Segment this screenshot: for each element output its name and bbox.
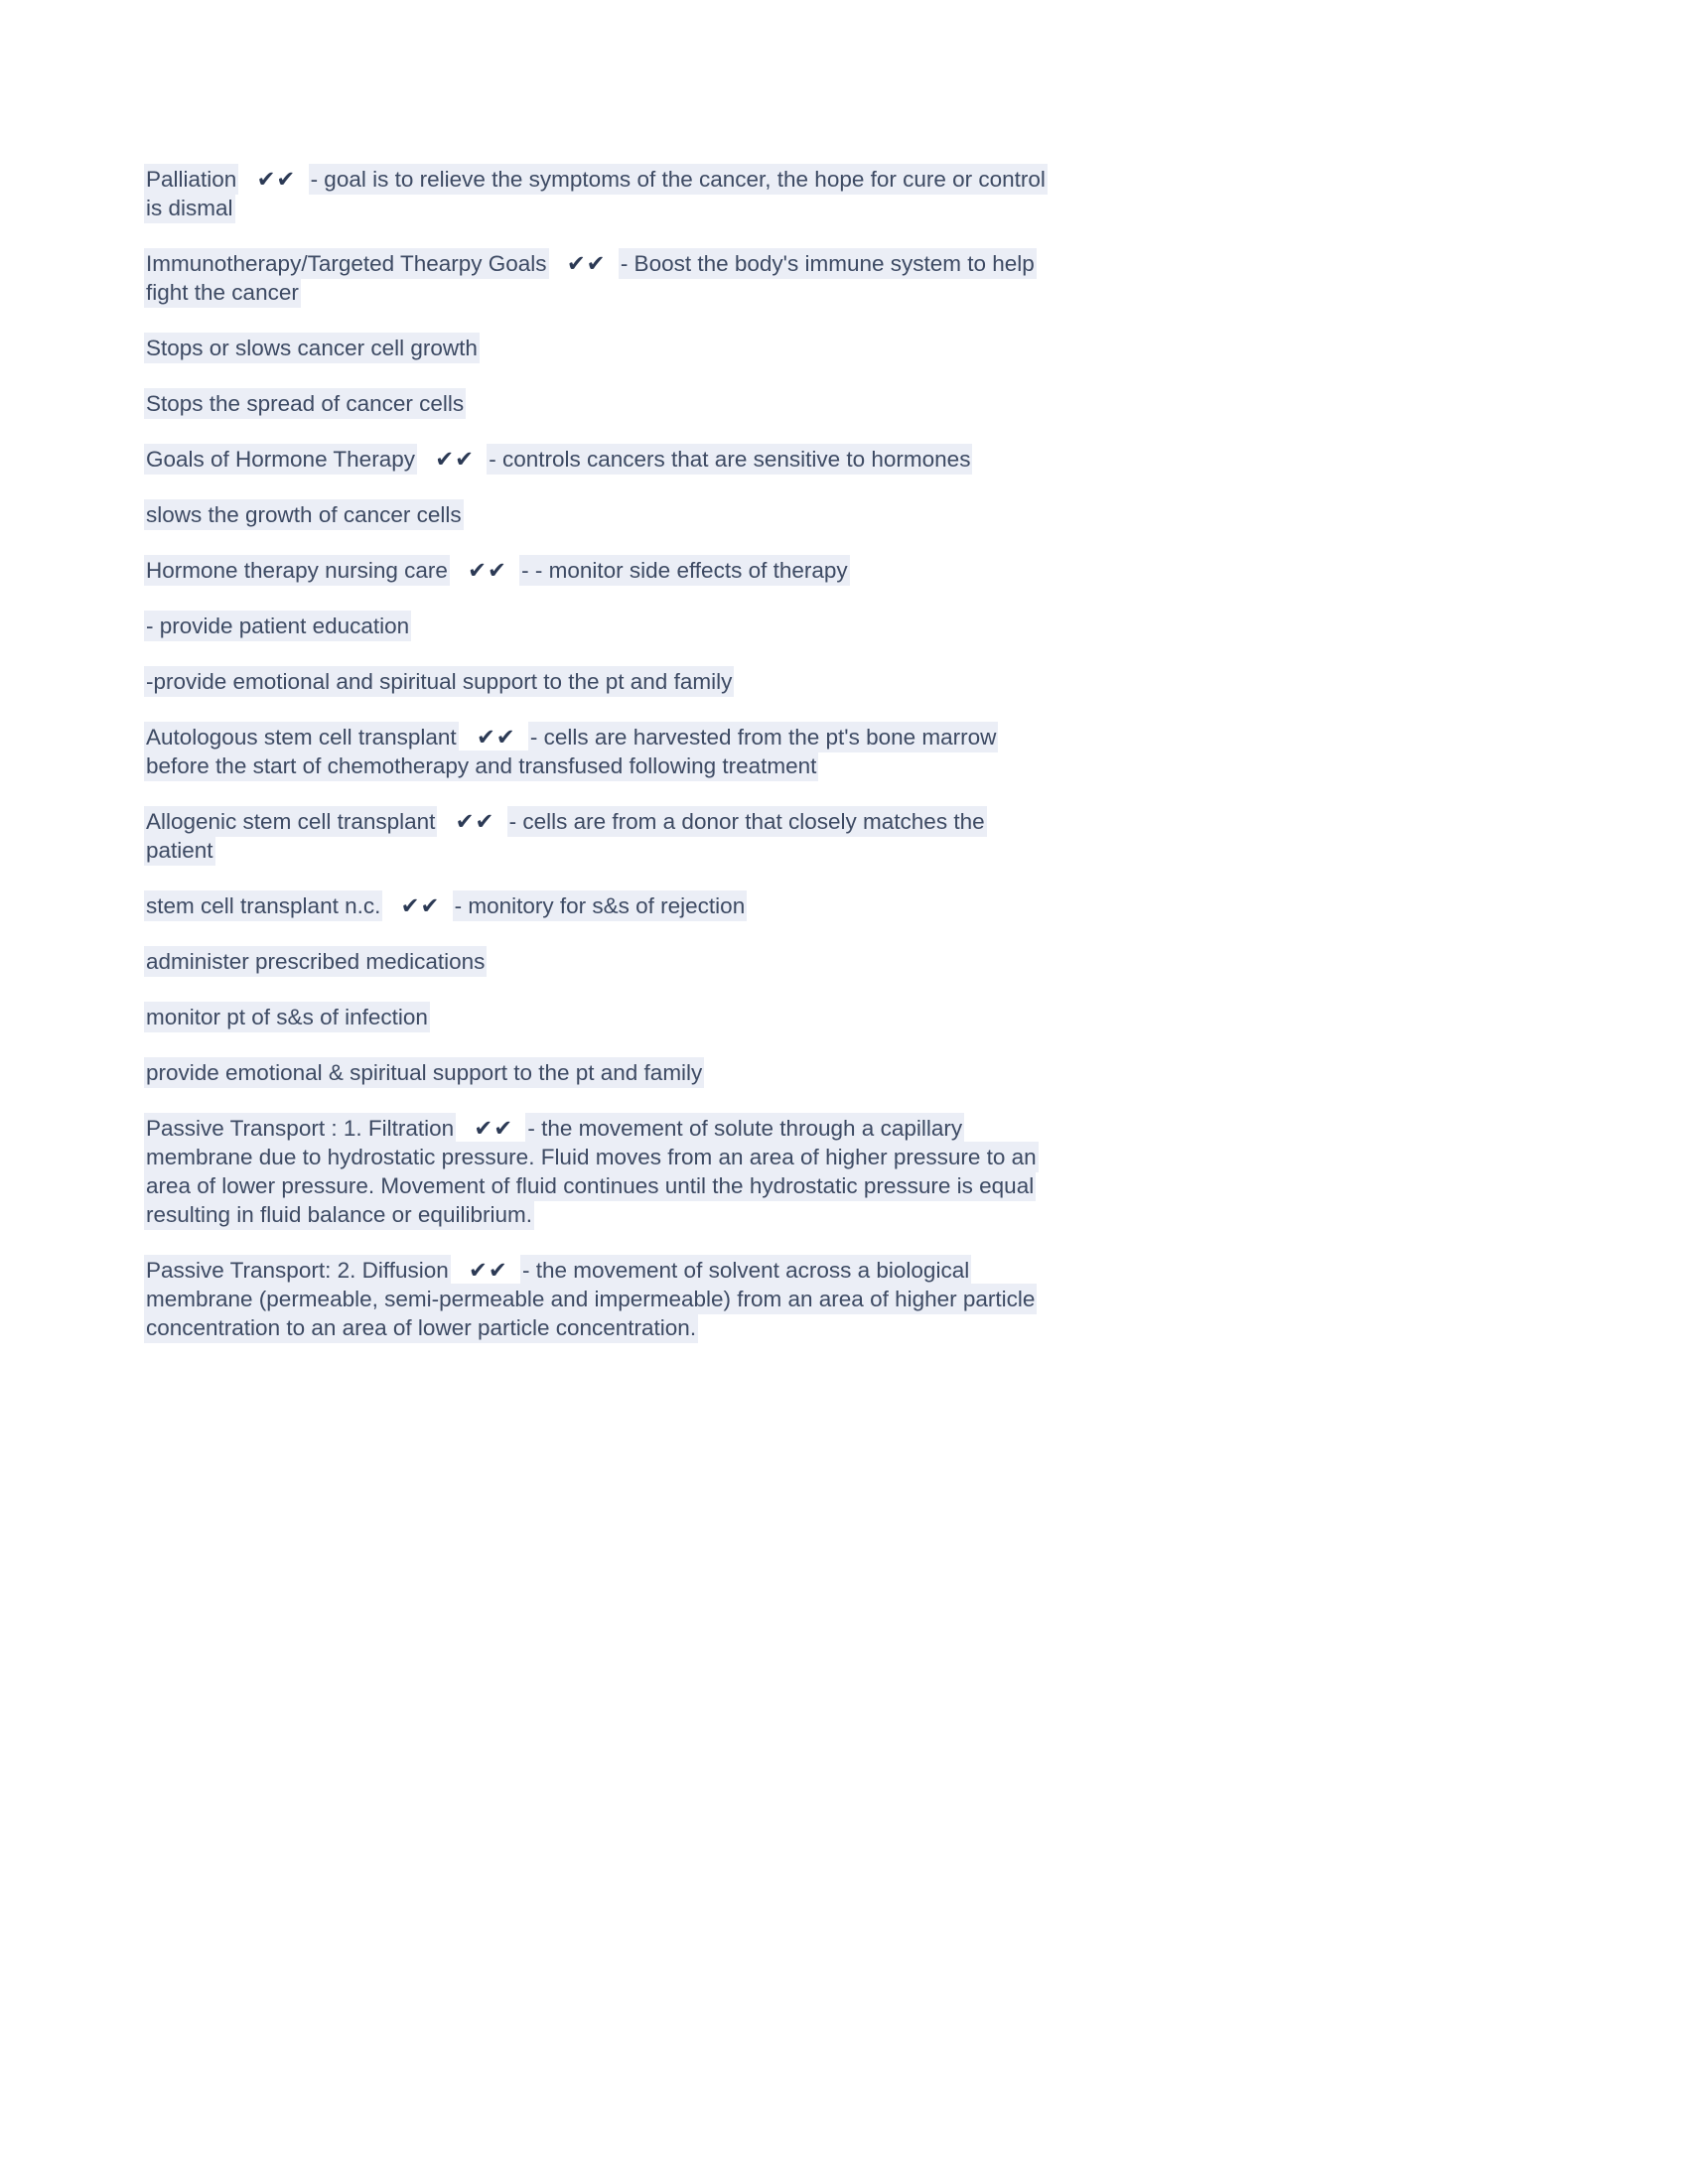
double-check-icon: ✔✔ xyxy=(468,558,507,583)
double-check-icon: ✔✔ xyxy=(400,893,441,918)
term-text: Autologous stem cell transplant xyxy=(144,722,459,752)
note-line-text: Stops or slows cancer cell growth xyxy=(144,333,480,363)
note-line-text: provide emotional & spiritual support to the pt and family xyxy=(144,1057,704,1088)
note-paragraph xyxy=(144,667,1059,696)
term-text: Goals of Hormone Therapy xyxy=(144,444,417,475)
definition-text: - cells are from a donor that closely matches the patient xyxy=(144,806,987,866)
double-check-icon: ✔✔ xyxy=(435,447,475,472)
note-paragraph xyxy=(144,165,1059,222)
definition-text: - the movement of solute through a capillary membrane due to hydrostatic pressure. Fluid moves from an area of higher pressure to an area of lower pressure. Movement of fluid continues until the hydrostatic pressure is equal resulting in fluid balance or equilibrium. xyxy=(144,1113,1039,1230)
definition-text: - - monitor side effects of therapy xyxy=(519,555,849,586)
note-paragraph xyxy=(144,1058,1059,1087)
definition-text: - goal is to relieve the symptoms of the cancer, the hope for cure or control is dismal xyxy=(144,164,1048,223)
double-check-icon: ✔✔ xyxy=(566,251,607,276)
note-line-text: slows the growth of cancer cells xyxy=(144,499,464,530)
note-paragraph xyxy=(144,723,1059,780)
note-paragraph xyxy=(144,807,1059,865)
note-paragraph xyxy=(144,249,1059,307)
note-line-text: -provide emotional and spiritual support to the pt and family xyxy=(144,666,734,697)
term-text: Passive Transport: 2. Diffusion xyxy=(144,1255,451,1286)
note-paragraph xyxy=(144,1003,1059,1031)
document-content xyxy=(144,165,1059,1342)
note-line-text: monitor pt of s&s of infection xyxy=(144,1002,430,1032)
term-text: Allogenic stem cell transplant xyxy=(144,806,437,837)
note-paragraph xyxy=(144,1256,1059,1342)
definition-text: - the movement of solvent across a biological membrane (permeable, semi-permeable and impermeable) from an area of higher particle concentration to an area of lower particle concentration. xyxy=(144,1255,1037,1343)
definition-text: - controls cancers that are sensitive to hormones xyxy=(487,444,972,475)
note-line-text: administer prescribed medications xyxy=(144,946,487,977)
note-paragraph xyxy=(144,445,1059,474)
definition-text: - monitory for s&s of rejection xyxy=(453,890,748,921)
term-text: Passive Transport : 1. Filtration xyxy=(144,1113,456,1144)
double-check-icon: ✔✔ xyxy=(476,725,516,750)
note-paragraph xyxy=(144,1114,1059,1229)
term-text: Palliation xyxy=(144,164,238,195)
double-check-icon: ✔✔ xyxy=(455,809,495,834)
definition-text: - Boost the body's immune system to help fight the cancer xyxy=(144,248,1037,308)
term-text: Hormone therapy nursing care xyxy=(144,555,450,586)
double-check-icon: ✔✔ xyxy=(474,1116,514,1141)
note-paragraph xyxy=(144,947,1059,976)
term-text: Immunotherapy/Targeted Thearpy Goals xyxy=(144,248,549,279)
note-paragraph xyxy=(144,891,1059,920)
term-text: stem cell transplant n.c. xyxy=(144,890,382,921)
note-paragraph xyxy=(144,556,1059,585)
definition-text: - cells are harvested from the pt's bone marrow before the start of chemotherapy and transfused following treatment xyxy=(144,722,998,781)
double-check-icon: ✔✔ xyxy=(256,167,297,192)
note-paragraph xyxy=(144,334,1059,362)
note-line-text: - provide patient education xyxy=(144,611,411,641)
double-check-icon: ✔✔ xyxy=(469,1258,508,1283)
note-line-text: Stops the spread of cancer cells xyxy=(144,388,466,419)
note-paragraph xyxy=(144,612,1059,640)
note-paragraph xyxy=(144,500,1059,529)
note-paragraph xyxy=(144,389,1059,418)
